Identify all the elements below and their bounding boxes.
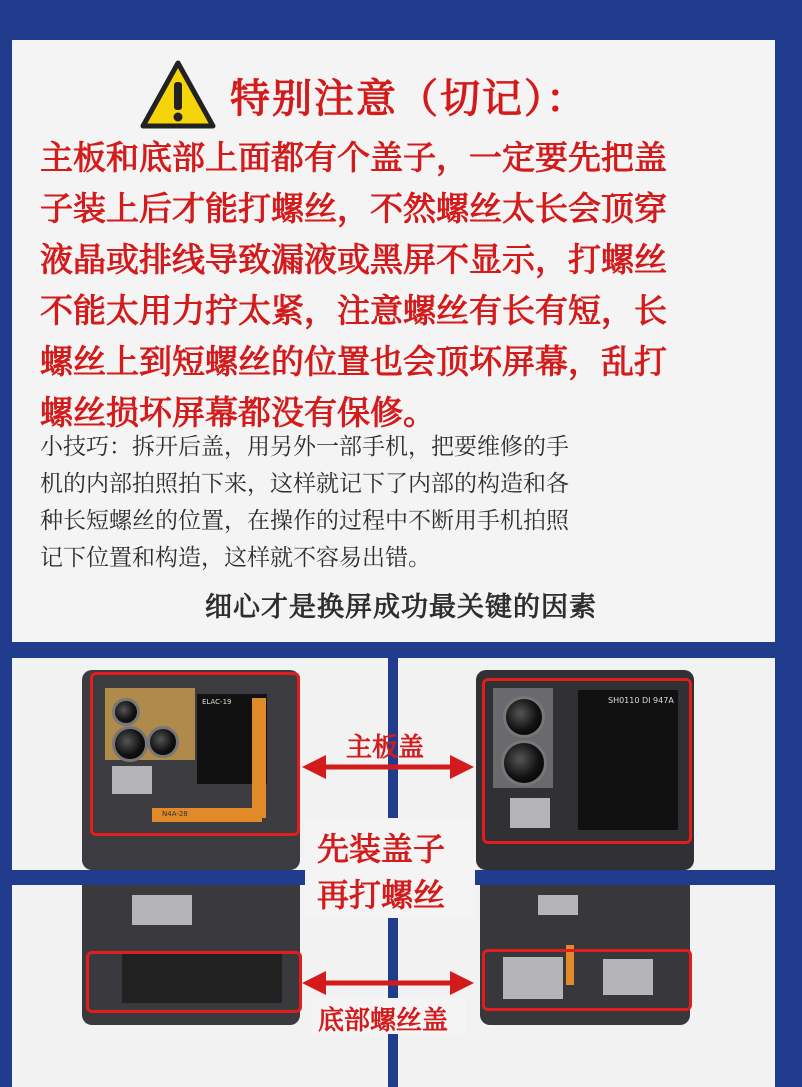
tips-line: 种长短螺丝的位置，在操作的过程中不断用手机拍照 — [40, 508, 569, 534]
page-title: 特别注意（切记）： — [230, 75, 588, 122]
label-text: N4A-28 — [162, 810, 188, 818]
tips-line: 机的内部拍照拍下来，这样就记下了内部的构造和各 — [40, 471, 569, 497]
title-row — [140, 45, 588, 145]
key-statement: 细心才是换屏成功最关键的因素 — [205, 592, 597, 623]
label-text: ELAC-19 — [202, 698, 232, 706]
install-note-box — [305, 818, 475, 918]
warning-line: 主板和底部上面都有个盖子，一定要先把盖 — [40, 138, 667, 177]
warning-triangle-icon — [140, 60, 216, 130]
mainboard-cover-label: 主板盖 — [346, 733, 425, 763]
tips-line: 小技巧：拆开后盖，用另外一部手机，把要维修的手 — [40, 434, 569, 460]
warning-line: 液晶或排线导致漏液或黑屏不显示，打螺丝 — [40, 240, 667, 279]
install-note-line: 先装盖子 — [317, 830, 446, 868]
battery-label — [132, 895, 192, 925]
bottom-cover-box — [86, 951, 302, 1013]
warning-line: 螺丝损坏屏幕都没有保修。 — [40, 393, 436, 432]
warning-line: 不能太用力拧太紧，注意螺丝有长有短，长 — [40, 291, 667, 330]
mainboard-cover-box — [482, 678, 692, 844]
warning-paragraph — [40, 132, 752, 438]
label-text: SH0110 DI 947A — [608, 696, 674, 705]
tips-line: 记下位置和构造，这样就不容易出错。 — [40, 545, 431, 571]
bottom-cover-box — [482, 949, 692, 1011]
warning-line: 螺丝上到短螺丝的位置也会顶坏屏幕，乱打 — [40, 342, 667, 381]
warning-line: 子装上后才能打螺丝，不然螺丝太长会顶穿 — [40, 189, 667, 228]
bottom-cover-label: 底部螺丝盖 — [318, 1006, 449, 1036]
mainboard-cover-box — [90, 672, 300, 836]
tips-paragraph — [40, 429, 752, 577]
double-arrow-icon — [300, 968, 476, 998]
battery-label — [538, 895, 578, 915]
install-note-line: 再打螺丝 — [317, 876, 446, 914]
